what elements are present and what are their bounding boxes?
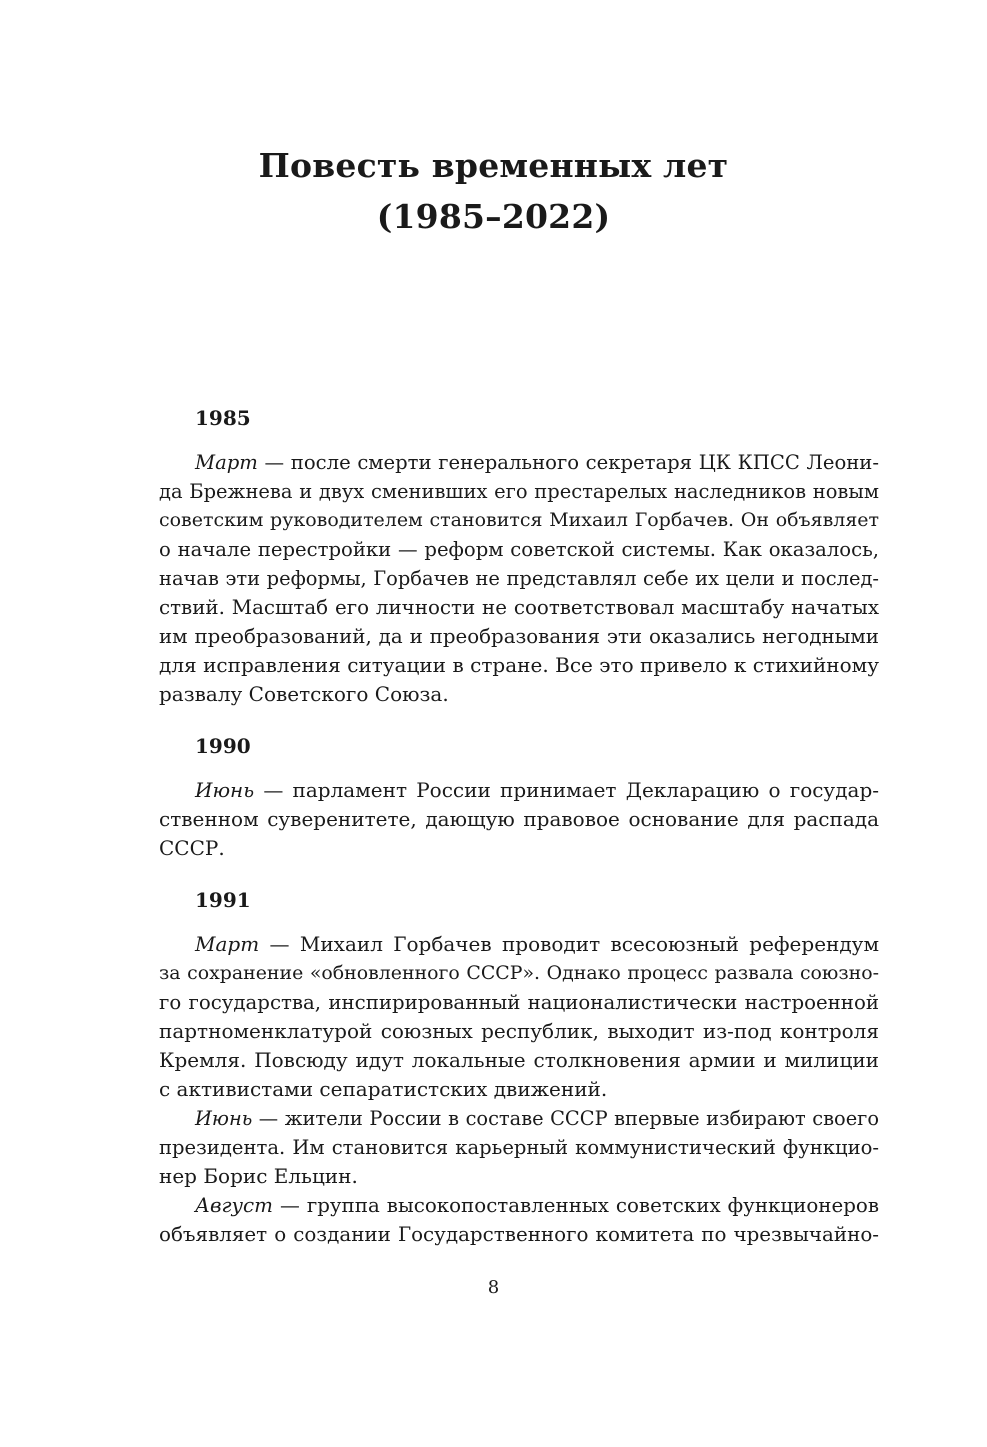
text-line <box>159 776 879 805</box>
year-heading: 1990 <box>195 734 251 758</box>
event-month: Март <box>195 932 260 956</box>
text-line: ственном суверенитете, дающую правовое основание для распада <box>159 807 879 831</box>
line-text: — группа высокопоставленных советских функционеров <box>272 1194 879 1217</box>
event-paragraph <box>159 1104 879 1191</box>
chronicle-body <box>159 404 879 1249</box>
event-month: Август <box>195 1194 273 1217</box>
text-line <box>159 448 879 477</box>
text-line: объявляет о создании Государственного комитета по чрезвычайно- <box>159 1223 879 1246</box>
chapter-title <box>0 140 987 242</box>
page-number: 8 <box>487 1277 500 1298</box>
text-line: ствий. Масштаб его личности не соответствовал масштабу начатых <box>159 596 879 619</box>
text-line <box>159 1191 879 1220</box>
text-line: советским руководителем становится Михаил Горбачев. Он объявляет <box>159 509 879 531</box>
chapter-title-line-1: Повесть временных лет <box>258 146 729 185</box>
text-line: для исправления ситуации в стране. Все это привело к стихийному <box>159 653 879 677</box>
event-month: Июнь <box>195 1107 253 1130</box>
event-month: Март <box>195 451 258 474</box>
text-line: президента. Им становится карьерный коммунистический функцио- <box>159 1136 879 1159</box>
text-line: го государства, инспирированный националистически настроенной <box>159 991 879 1014</box>
text-line: партноменклатурой союзных республик, выходит из-под контроля <box>159 1019 879 1043</box>
line-text: — парламент России принимает Декларацию о государ- <box>254 778 879 802</box>
text-line <box>159 930 879 959</box>
year-section-1985 <box>159 404 879 709</box>
event-paragraph <box>159 1191 879 1249</box>
text-line: им преобразований, да и преобразования эти оказались негодными <box>159 625 879 648</box>
year-heading: 1991 <box>195 888 251 912</box>
year-heading: 1985 <box>195 406 251 430</box>
event-paragraph <box>159 776 879 863</box>
event-paragraph <box>159 930 879 1104</box>
chapter-title-line-2: (1985–2022) <box>376 197 611 236</box>
text-line: начав эти реформы, Горбачев не представлял себе их цели и послед- <box>159 567 879 590</box>
text-line: за сохранение «обновленного СССР». Однако процесс развала союзно- <box>159 962 879 984</box>
text-line: СССР. <box>159 836 225 860</box>
text-line: развалу Советского Союза. <box>159 682 449 706</box>
text-line: о начале перестройки — реформ советской системы. Как оказалось, <box>159 538 879 561</box>
text-line: с активистами сепаратистских движений. <box>159 1077 608 1101</box>
line-text: — жители России в составе СССР впервые избирают своего <box>252 1107 879 1130</box>
text-line: да Брежнева и двух сменивших его престарелых наследников новым <box>159 480 879 503</box>
year-section-1990 <box>159 732 879 863</box>
line-text: — после смерти генерального секретаря ЦК КПСС Леони- <box>257 451 879 474</box>
line-text: — Михаил Горбачев проводит всесоюзный референдум <box>259 932 879 956</box>
year-section-1991 <box>159 886 879 1249</box>
event-month: Июнь <box>195 778 255 802</box>
text-line: нер Борис Ельцин. <box>159 1164 358 1188</box>
event-paragraph <box>159 448 879 709</box>
text-line <box>159 1104 879 1133</box>
text-line: Кремля. Повсюду идут локальные столкновения армии и милиции <box>159 1048 879 1072</box>
